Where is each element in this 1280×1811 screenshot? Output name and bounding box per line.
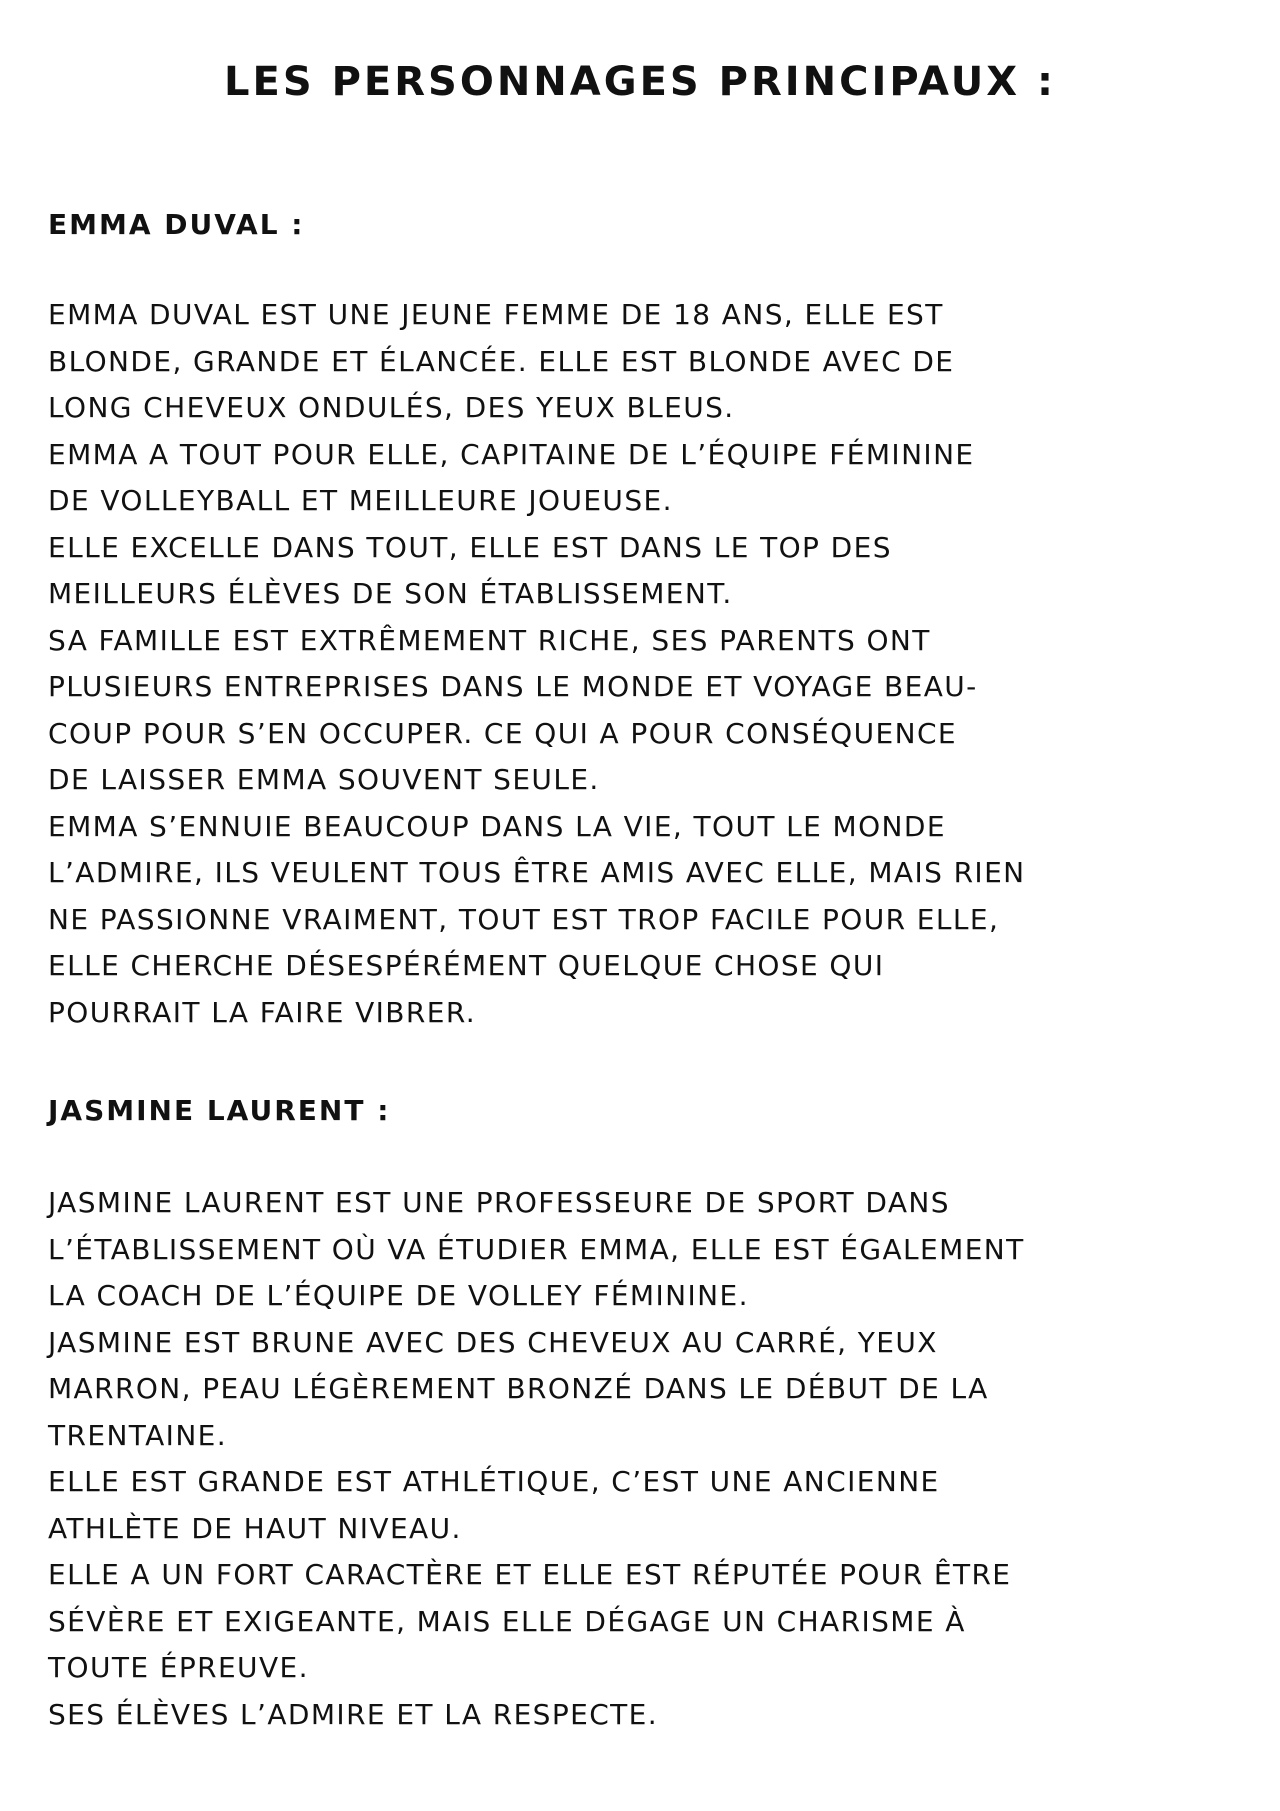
text-line: LONG CHEVEUX ONDULÉS, DES YEUX BLEUS. (48, 391, 735, 424)
text-line: ATHLÈTE DE HAUT NIVEAU. (48, 1511, 462, 1545)
text-line: BLONDE, GRANDE ET ÉLANCÉE. ELLE EST BLONDE AVEC DE (48, 344, 955, 378)
section-body-emma (48, 292, 1238, 1036)
text-line: MEILLEURS ÉLÈVES DE SON ÉTABLISSEMENT. (48, 577, 733, 610)
text-line: L’ADMIRE, ILS VEULENT TOUS ÊTRE AMIS AVEC ELLE, MAIS RIEN (48, 856, 1026, 889)
text-line: L’ÉTABLISSEMENT OÙ VA ÉTUDIER EMMA, ELLE EST ÉGALEMENT (48, 1232, 1025, 1266)
page-title: LES PERSONNAGES PRINCIPAUX : (224, 59, 1056, 105)
text-line: LA COACH DE L’ÉQUIPE DE VOLLEY FÉMININE. (48, 1279, 749, 1312)
section-body-jasmine (48, 1180, 1238, 1738)
text-line: TOUTE ÉPREUVE. (48, 1651, 309, 1684)
text-line: ELLE A UN FORT CARACTÈRE ET ELLE EST RÉPUTÉE POUR ÊTRE (48, 1558, 1012, 1591)
text-line: ELLE EXCELLE DANS TOUT, ELLE EST DANS LE TOP DES (48, 530, 892, 564)
text-line: JASMINE LAURENT EST UNE PROFESSEURE DE SPORT DANS (48, 1186, 950, 1219)
text-line: COUP POUR S’EN OCCUPER. CE QUI A POUR CONSÉQUENCE (48, 716, 957, 750)
text-line: EMMA S’ENNUIE BEAUCOUP DANS LA VIE, TOUT LE MONDE (48, 809, 946, 843)
text-line: ELLE EST GRANDE EST ATHLÉTIQUE, C’EST UNE ANCIENNE (48, 1465, 940, 1498)
text-line: SA FAMILLE EST EXTRÊMEMENT RICHE, SES PARENTS ONT (48, 623, 931, 657)
text-line: MARRON, PEAU LÉGÈREMENT BRONZÉ DANS LE DÉBUT DE LA (48, 1372, 989, 1405)
text-line: EMMA A TOUT POUR ELLE, CAPITAINE DE L’ÉQUIPE FÉMININE (48, 437, 975, 471)
text-line: PLUSIEURS ENTREPRISES DANS LE MONDE ET VOYAGE BEAU- (48, 670, 978, 703)
text-line: POURRAIT LA FAIRE VIBRER. (48, 995, 477, 1029)
text-line: ELLE CHERCHE DÉSESPÉRÉMENT QUELQUE CHOSE QUI (48, 949, 885, 982)
text-line: EMMA DUVAL EST UNE JEUNE FEMME DE 18 ANS, ELLE EST (48, 298, 944, 331)
section-heading-jasmine: JASMINE LAURENT : (48, 1094, 391, 1127)
text-line: DE VOLLEYBALL ET MEILLEURE JOUEUSE. (48, 484, 673, 517)
text-line: SES ÉLÈVES L’ADMIRE ET LA RESPECTE. (48, 1697, 659, 1731)
text-line: JASMINE EST BRUNE AVEC DES CHEVEUX AU CARRÉ, YEUX (48, 1325, 938, 1359)
text-line: TRENTAINE. (48, 1418, 228, 1452)
text-line: SÉVÈRE ET EXIGEANTE, MAIS ELLE DÉGAGE UN CHARISME À (48, 1604, 966, 1638)
text-line: DE LAISSER EMMA SOUVENT SEULE. (48, 763, 600, 796)
section-heading-emma: EMMA DUVAL : (48, 208, 305, 241)
text-line: NE PASSIONNE VRAIMENT, TOUT EST TROP FACILE POUR ELLE, (48, 902, 1000, 936)
